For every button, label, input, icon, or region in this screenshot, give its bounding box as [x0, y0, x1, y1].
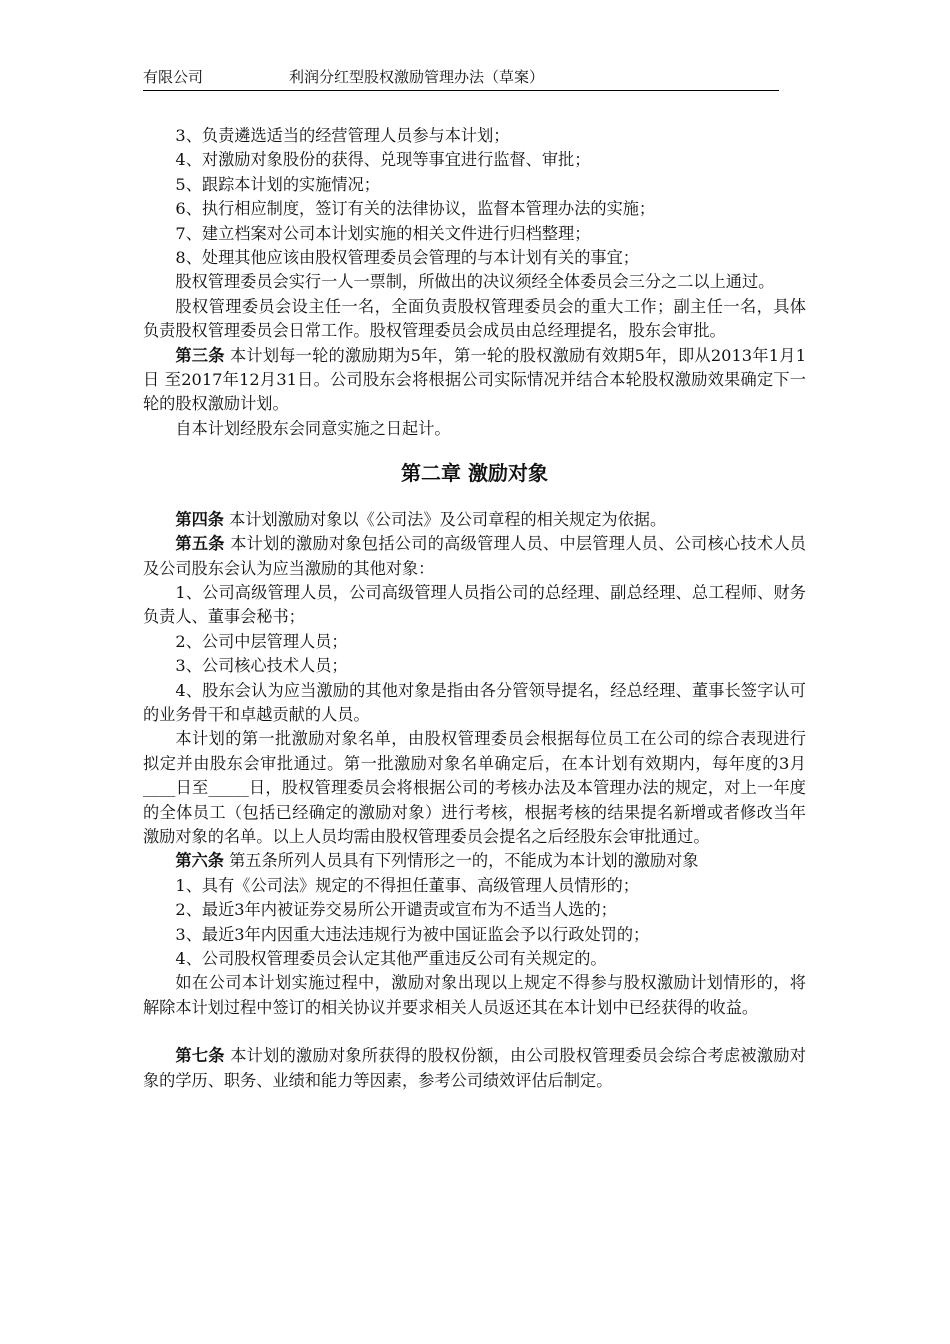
paragraph: 7、建立档案对公司本计划实施的相关文件进行归档整理； — [175, 223, 591, 243]
article-6 — [143, 849, 806, 873]
article-3 — [143, 344, 806, 417]
paragraph: 股权管理委员会设主任一名，全面负责股权管理委员会的重大工作；副主任一名，具体负责股权管理委员会日常工作。股权管理委员会成员由总经理提名，股东会审批。 — [143, 296, 806, 341]
paragraph: 5、跟踪本计划的实施情况； — [175, 174, 380, 194]
article-text: 本计划激励对象以《公司法》及公司章程的相关规定为依据。 — [223, 509, 667, 529]
list-item: 2、最近3年内被证券交易所公开谴责或宣布为不适当人选的； — [175, 900, 617, 920]
list-item: 3、最近3年内因重大违法违规行为被中国证监会予以行政处罚的； — [175, 924, 650, 944]
paragraph: 8、处理其他应该由股权管理委员会管理的与本计划有关的事宜； — [175, 248, 639, 268]
article-label: 第三条 — [175, 345, 225, 365]
article-7 — [143, 1044, 806, 1093]
chapter-heading: 第二章 激励对象 — [401, 461, 548, 486]
article-label: 第七条 — [175, 1046, 225, 1066]
paragraph: 自本计划经股东会同意实施之日起计。 — [175, 418, 451, 438]
list-item: 1、公司高级管理人员，公司高级管理人员指公司的总经理、副总经理、总工程师、财务负责人、董事会秘书； — [143, 582, 806, 627]
article-label: 第五条 — [175, 534, 225, 554]
paragraph: 4、对激励对象股份的获得、兑现等事宜进行监督、审批； — [175, 150, 591, 170]
article-label: 第四条 — [175, 509, 224, 529]
article-4 — [143, 508, 806, 532]
header-document-title: 利润分红型股权激励管理办法（草案） — [289, 68, 545, 86]
paragraph: 股权管理委员会实行一人一票制，所做出的决议须经全体委员会三分之二以上通过。 — [175, 272, 775, 292]
paragraph: 本计划的第一批激励对象名单，由股权管理委员会根据每位员工在公司的综合表现进行拟定并由股东会审批通过。第一批激励对象名单确定后，在本计划有效期内，每年度的3月____日至_____日，股权管理委员会将根据公司的考核办法及本管理办法的规定，对上一年度的全体员工（包括已经确定的激励对象）进行考核，根据考核的结果提名新增或者修改当年激励对象的名单。以上人员均需由股权管理委员会提名之后经股东会审批通过。 — [143, 729, 806, 846]
paragraph: 3、负责遴选适当的经营管理人员参与本计划； — [175, 126, 510, 145]
article-text: 本计划每一轮的激励期为5年，第一轮的股权激励有效期5年，即从2013年1月1日 至2017年12月31日。公司股东会将根据公司实际情况并结合本轮股权激励效果确定下一轮的股权激励计划。 — [143, 345, 806, 414]
list-item: 4、公司股权管理委员会认定其他严重违反公司有关规定的。 — [175, 949, 607, 968]
list-item: 3、公司核心技术人员； — [175, 656, 348, 676]
paragraph: 如在公司本计划实施过程中，激励对象出现以上规定不得参与股权激励计划情形的，将解除本计划过程中签订的相关协议并要求相关人员返还其在本计划中已经获得的收益。 — [143, 973, 806, 1017]
header-company: 有限公司 — [143, 68, 204, 86]
article-label: 第六条 — [175, 851, 224, 871]
page-header — [143, 66, 779, 91]
article-text: 第五条所列人员具有下列情形之一的，不能成为本计划的激励对象 — [223, 851, 699, 871]
article-5 — [143, 532, 806, 581]
article-text: 本计划的激励对象包括公司的高级管理人员、中层管理人员、公司核心技术人员及公司股东会认为应当激励的其他对象： — [143, 534, 806, 578]
list-item: 2、公司中层管理人员； — [175, 631, 348, 651]
list-item: 4、股东会认为应当激励的其他对象是指由各分管领导提名，经总经理、董事长签字认可的业务骨干和卓越贡献的人员。 — [143, 680, 806, 724]
document-body — [143, 124, 806, 1093]
blank-line — [143, 1020, 806, 1044]
paragraph: 6、执行相应制度，签订有关的法律协议，监督本管理办法的实施； — [175, 199, 656, 219]
list-item: 1、具有《公司法》规定的不得担任董事、高级管理人员情形的； — [175, 875, 639, 895]
article-text: 本计划的激励对象所获得的股权份额，由公司股权管理委员会综合考虑被激励对象的学历、职务、业绩和能力等因素，参考公司绩效评估后制定。 — [143, 1046, 806, 1090]
